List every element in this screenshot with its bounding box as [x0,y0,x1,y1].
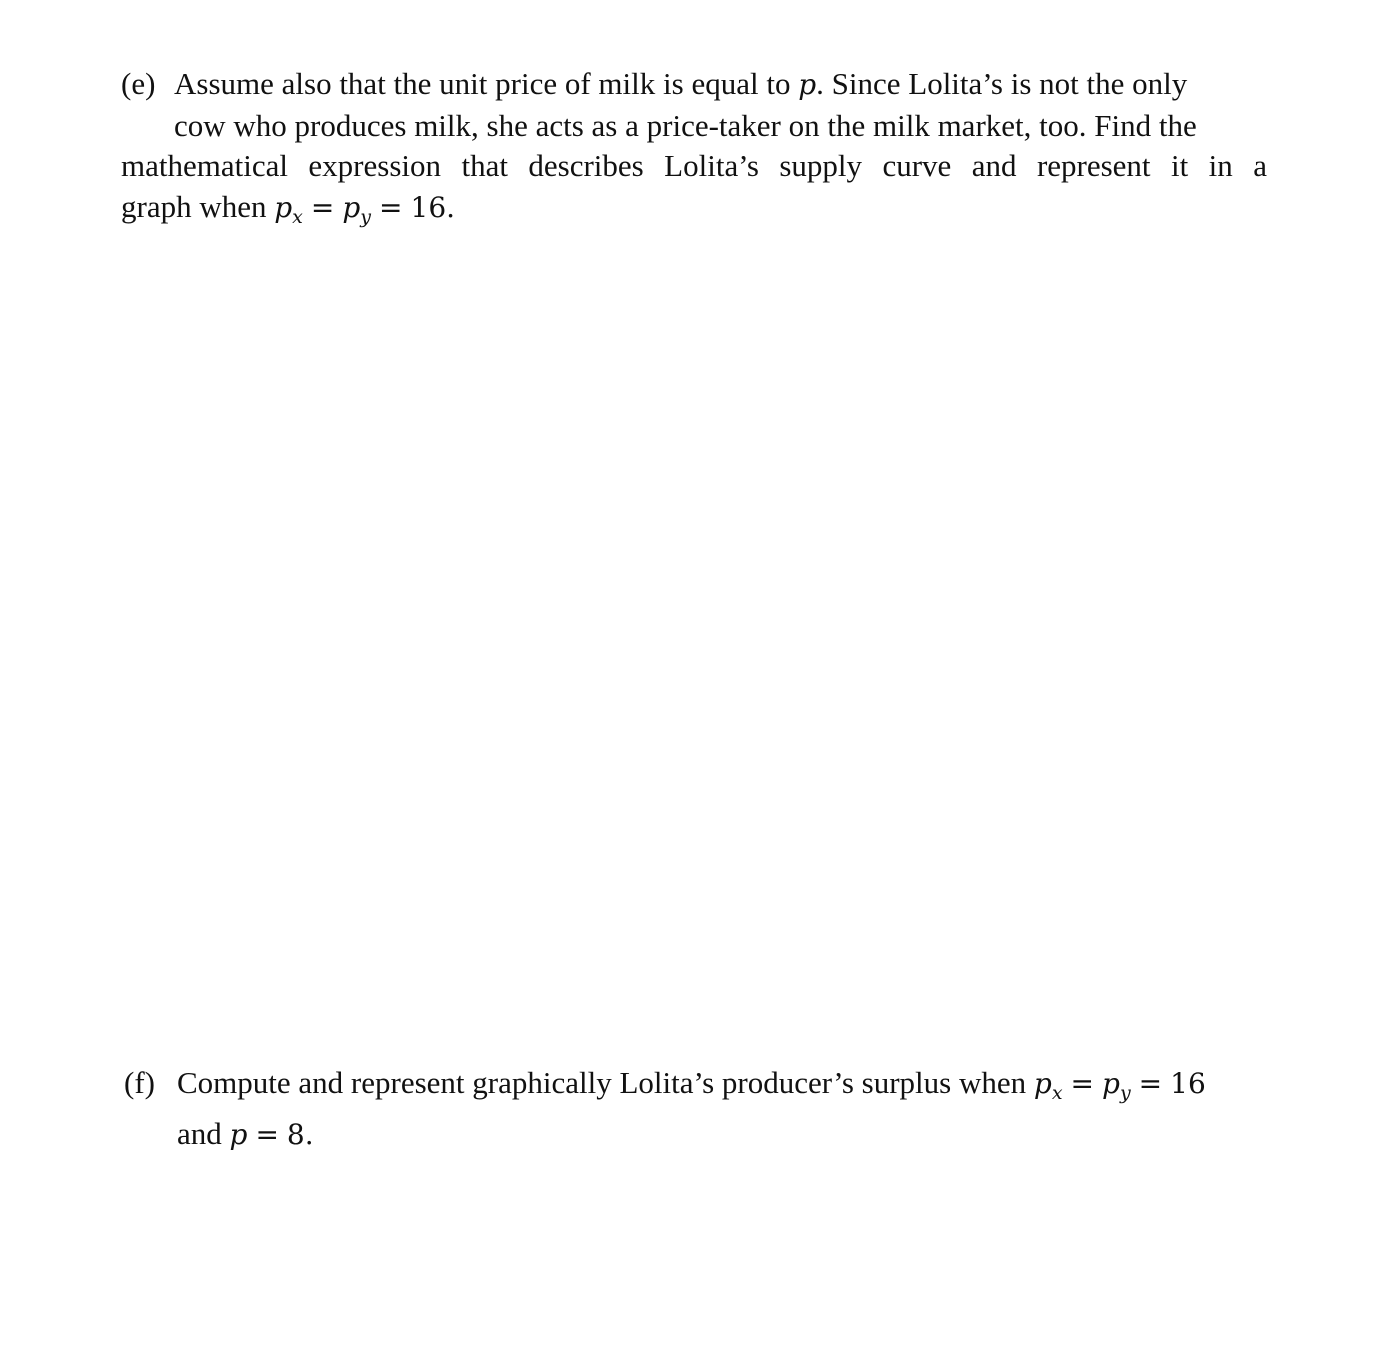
question-e-line4-text: graph when [121,188,267,224]
question-f-line-1 [124,1063,1264,1114]
milk-price-value: 8 [286,1117,305,1151]
end-punct: . [304,1117,314,1151]
subscript-y: y [360,205,372,228]
price-value: 16 [410,190,447,224]
question-f-label: (f) [124,1065,155,1100]
question-e-line1-rest: . Since Lolita’s is not the only [816,66,1188,101]
price-value: 16 [1170,1067,1206,1100]
var-p: p [274,190,293,224]
subscript-x: x [1051,1082,1063,1104]
question-f-line2-text: and [177,1115,222,1151]
word: curve [882,148,952,183]
question-f-line1-text: Compute and represent graphically Lolita’s producer’s surplus when [177,1065,1027,1100]
word: and [971,148,1017,183]
math-px [274,190,303,228]
var-p: p [1102,1067,1120,1100]
question-e-label: (e) [121,66,156,101]
equals-sign: = [1138,1067,1163,1100]
equals-sign: = [379,190,403,224]
word: a [1253,148,1267,183]
var-p: p [342,190,361,224]
price-variable: p [229,1117,248,1151]
word: in [1208,148,1233,183]
math-py [342,190,372,228]
question-e-line-2: cow who produces milk, she acts as a price-taker on the milk market, too. Find the [174,107,1197,143]
math-py [1102,1067,1131,1104]
equals-sign: = [255,1117,279,1151]
subscript-x: x [292,205,303,228]
question-f-line-2 [124,1114,1264,1156]
question-e-line-4 [121,187,1267,238]
question-e-line-1 [121,64,1267,106]
question-e-line-3 [121,146,1267,187]
word: that [461,148,508,183]
equals-sign: = [1070,1067,1094,1100]
word: expression [308,148,442,183]
var-p: p [1033,1067,1052,1100]
question-f [124,1063,1264,1155]
end-punct: . [446,190,456,224]
question-e [121,64,1267,237]
word: it [1170,148,1189,183]
subscript-y: y [1119,1082,1131,1104]
equals-sign: = [310,190,335,224]
question-e-line1-text: Assume also that the unit price of milk is equal to [174,66,791,101]
price-variable: p [798,68,817,101]
word: describes [528,148,644,183]
word: Lolita’s [664,148,759,183]
word: mathematical [121,148,288,183]
math-px [1033,1067,1063,1104]
word: supply [779,148,863,183]
word: represent [1036,148,1151,183]
